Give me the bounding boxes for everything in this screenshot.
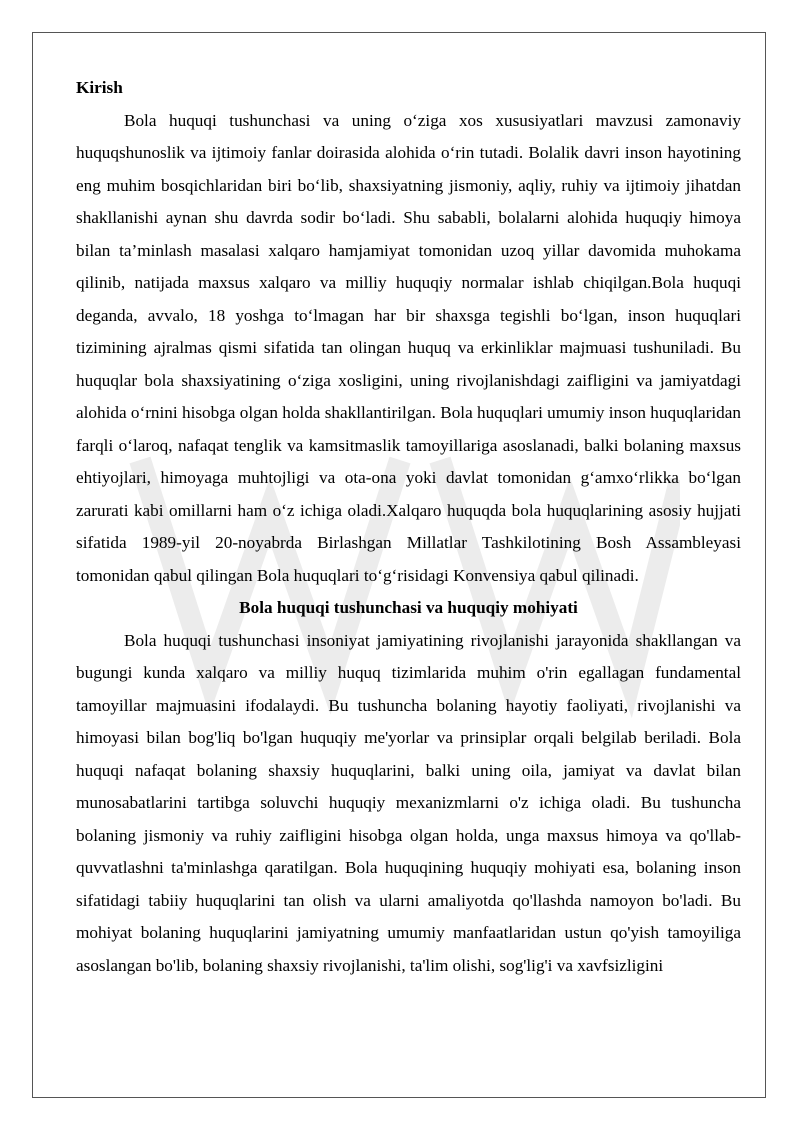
section-paragraph: Bola huquqi tushunchasi insoniyat jamiyatining rivojlanishi jarayonida shakllangan va bugungi kunda xalqaro va milliy huquq tizimlarida muhim o'rin egallagan fundamental tamoyillar majmuasini ifodalaydi. Bu tushuncha bolaning hayotiy faoliyati, rivojlanishi va himoyasi bilan bog'liq bo'lgan huquqiy me'yorlar va prinsiplar orqali belgilab beriladi. Bola huquqi nafaqat bolaning shaxsiy huquqlarini, balki uning oila, jamiyat va davlat bilan munosabatlarini tartibga soluvchi huquqiy mexanizmlarni o'z ichiga oladi. Bu tushuncha bolaning jismoniy va ruhiy zaifligini hisobga olgan holda, unga maxsus himoya va qo'llab-quvvatlashni ta'minlashga qaratilgan. Bola huquqining huquqiy mohiyati esa, bolaning inson sifatidagi tabiiy huquqlarini tan olish va ularni amaliyotda qo'llashda namoyon bo'ladi. Bu mohiyat bolaning huquqlarini jamiyatning umumiy manfaatlaridan ustun qo'yish tamoyiliga asoslangan bo'lib, bolaning shaxsiy rivojlanishi, ta'lim olishi, sog'lig'i va xavfsizligini: [76, 630, 741, 975]
section-heading: Bola huquqi tushunchasi va huquqiy mohiyati: [239, 598, 578, 617]
intro-heading: Kirish: [76, 78, 123, 97]
document-body: [76, 72, 741, 982]
intro-paragraph: Bola huquqi tushunchasi va uning o‘ziga xos xususiyatlari mavzusi zamonaviy huquqshunoslik va ijtimoiy fanlar doirasida alohida o‘rin tutadi. Bolalik davri inson hayotining eng muhim bosqichlaridan biri bo‘lib, shaxsiyatning jismoniy, aqliy, ruhiy va ijtimoiy jihatdan shakllanishi aynan shu davrda sodir bo‘ladi. Shu sababli, bolalarni alohida huquqiy himoya bilan ta’minlash masalasi xalqaro hamjamiyat tomonidan uzoq yillar davomida muhokama qilinib, natijada maxsus xalqaro va milliy huquqiy normalar ishlab chiqilgan.Bola huquqi deganda, avvalo, 18 yoshga to‘lmagan har bir shaxsga tegishli bo‘lgan, inson huquqlari tizimining ajralmas qismi sifatida tan olingan huquq va erkinliklar majmuasi tushuniladi. Bu huquqlar bola shaxsiyatining o‘ziga xosligini, uning rivojlanishdagi zaifligini va jamiyatdagi alohida o‘rnini hisobga olgan holda shakllantirilgan. Bola huquqlari umumiy inson huquqlaridan farqli o‘laroq, nafaqat tenglik va kamsitmaslik tamoyillariga asoslanadi, balki bolaning maxsus ehtiyojlari, himoyaga muhtojligi va ota-ona yoki davlat tomonidan g‘amxo‘rlikka bo‘lgan zarurati kabi omillarni ham o‘z ichiga oladi.Xalqaro huquqda bola huquqlarining asosiy hujjati sifatida 1989-yil 20-noyabrda Birlashgan Millatlar Tashkilotining Bosh Assambleyasi tomonidan qabul qilingan Bola huquqlari to‘g‘risidagi Konvensiya qabul qilinadi.: [76, 110, 741, 585]
